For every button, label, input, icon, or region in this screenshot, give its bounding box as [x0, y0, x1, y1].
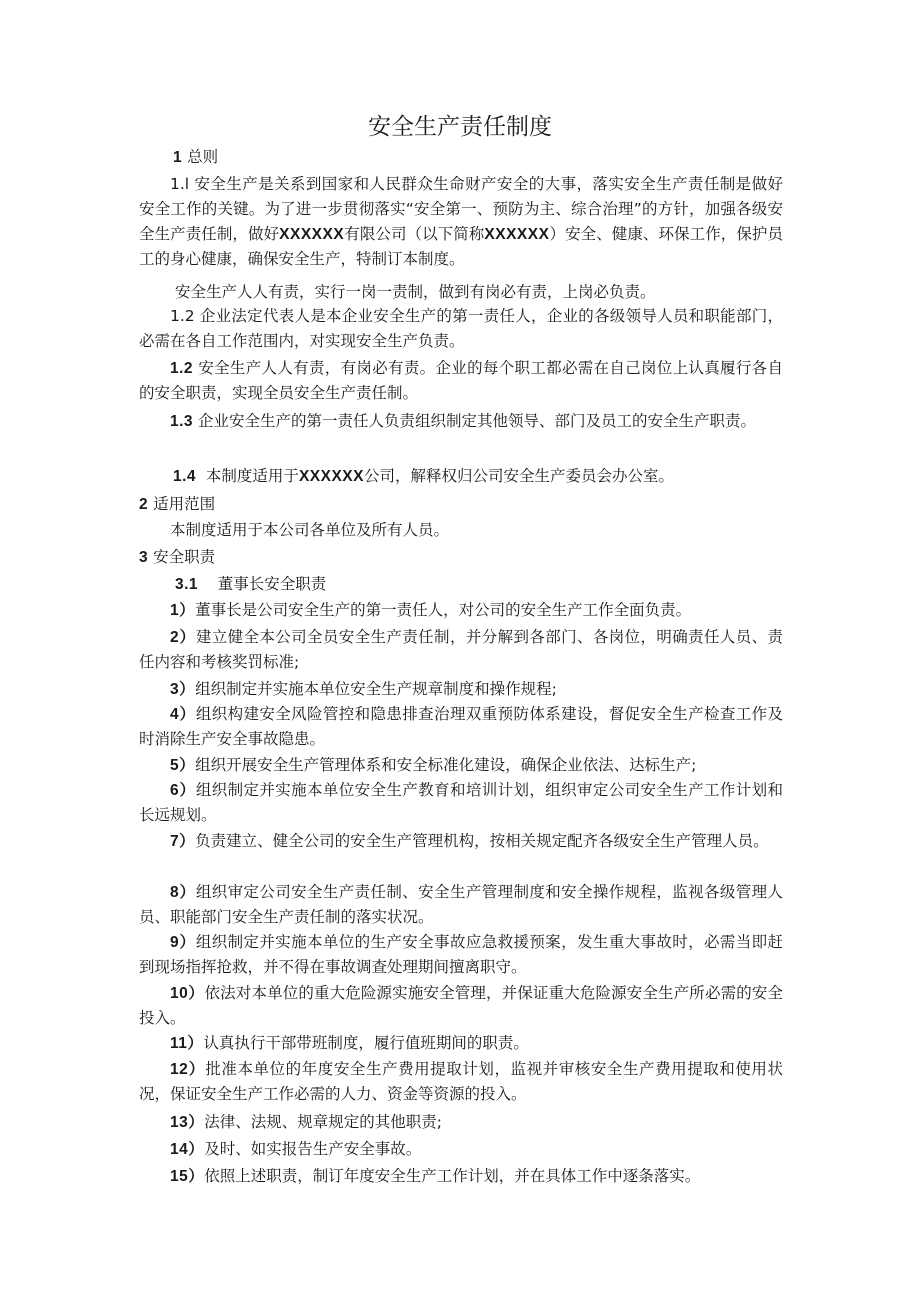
item-number: 11） — [170, 1035, 204, 1052]
clause-number: 1.2 — [170, 360, 194, 377]
duty-item-10 — [139, 981, 783, 1031]
clause-number: 1.l — [170, 175, 190, 193]
clause-number: 1.2 — [170, 307, 195, 325]
item-text: 依照上述职责，制订年度安全生产工作计划，并在具体工作中逐条落实。 — [204, 1167, 701, 1185]
item-number: 2） — [170, 629, 196, 646]
section-number: 3 — [139, 549, 149, 566]
section-number: 1 — [173, 149, 183, 166]
section-3-heading — [139, 546, 215, 569]
duty-item-5 — [139, 753, 783, 778]
clause-number: 1.4 — [173, 468, 197, 485]
item-number: 12） — [170, 1061, 206, 1078]
duty-item-2 — [139, 625, 783, 675]
section-title: 总则 — [187, 148, 219, 166]
duty-item-11 — [139, 1031, 783, 1056]
paragraph-1-4 — [173, 465, 674, 488]
duty-item-14 — [139, 1137, 783, 1162]
duty-item-13 — [139, 1110, 783, 1135]
clause-text: 公司，解释权归公司安全生产委员会办公室。 — [363, 467, 674, 485]
paragraph-1-2 — [139, 304, 783, 354]
item-number: 9） — [170, 934, 196, 951]
duty-item-4 — [139, 702, 783, 752]
company-placeholder: XXXXXX — [298, 468, 364, 485]
item-number: 6） — [170, 782, 196, 799]
duty-item-12 — [139, 1057, 783, 1107]
company-placeholder: XXXXXX — [279, 226, 345, 243]
duty-item-3 — [139, 677, 783, 702]
item-number: 5） — [170, 757, 196, 774]
clause-text: 企业法定代表人是本企业安全生产的第一责任人，企业的各级领导人员和职能部门，必需在各自工作范围内，对实现安全生产负责。 — [139, 307, 783, 350]
section-1-heading — [173, 146, 218, 169]
company-placeholder: XXXXXX — [484, 226, 550, 243]
item-number: 15） — [170, 1168, 205, 1185]
subsection-title: 董事长安全职责 — [217, 575, 327, 593]
clause-text: 安全生产人人有责，有岗必有责。企业的每个职工都必需在自己岗位上认真履行各自的安全职责，实现全员安全生产责任制。 — [139, 359, 783, 402]
section-title: 适用范围 — [153, 495, 216, 513]
duty-item-15 — [139, 1164, 783, 1189]
section-number: 2 — [139, 496, 149, 513]
item-text: 董事长是公司安全生产的第一责任人，对公司的安全生产工作全面负责。 — [195, 601, 692, 619]
clause-text: 本制度适用于 — [205, 467, 299, 485]
duty-item-1 — [139, 598, 783, 623]
item-text: 法律、法规、规章规定的其他职责; — [204, 1113, 442, 1131]
item-text: 组织制定并实施本单位安全生产教育和培训计划，组织审定公司安全生产工作计划和长远规划。 — [139, 781, 783, 824]
item-text: 组织开展安全生产管理体系和安全标准化建设，确保企业依法、达标生产; — [195, 756, 697, 774]
paragraph-everyone-responsible: 安全生产人人有责，实行一岗一责制，做到有岗必有责，上岗必负责。 — [175, 283, 656, 301]
item-text: 负责建立、健全公司的安全生产管理机构，按相关规定配齐各级安全生产管理人员。 — [195, 832, 769, 850]
item-number: 10） — [170, 985, 205, 1002]
item-number: 7） — [170, 833, 196, 850]
clause-text: 企业安全生产的第一责任人负责组织制定其他领导、部门及员工的安全生产职责。 — [198, 412, 757, 430]
item-number: 4） — [170, 706, 196, 723]
item-number: 13） — [170, 1114, 205, 1131]
item-text: 依法对本单位的重大危险源实施安全管理，并保证重大危险源安全生产所必需的安全投入。 — [139, 984, 783, 1027]
item-text: 批准本单位的年度安全生产费用提取计划，监视并审核安全生产费用提取和使用状况，保证安全生产工作必需的人力、资金等资源的投入。 — [139, 1060, 783, 1103]
item-text: 组织构建安全风险管控和隐患排查治理双重预防体系建设，督促安全生产检查工作及时消除生产安全事故隐患。 — [139, 705, 783, 748]
clause-text: 安全生产是关系到国家和人民群众生命财产安全的大事，落实安全生产责任制是做好安全工作的关键。为了进一步贯彻落实“安全第一、预防为主、综合治理”的方针，加强各级安全生产责任制，做好 — [139, 175, 783, 243]
item-text: 认真执行干部带班制度，履行值班期间的职责。 — [203, 1034, 529, 1052]
clause-text: ）安全、健康、环保工作，保护员工的身心健康，确保安全生产，特制订本制度。 — [139, 225, 783, 268]
item-text: 及时、如实报告生产安全事故。 — [204, 1140, 422, 1158]
item-text: 组织审定公司安全生产责任制、安全生产管理制度和安全操作规程，监视各级管理人员、职能部门安全生产责任制的落实状况。 — [139, 883, 783, 926]
item-text: 组织制定并实施本单位安全生产规章制度和操作规程; — [195, 680, 557, 698]
subsection-number: 3.1 — [175, 576, 199, 593]
clause-number: 1.3 — [170, 413, 194, 430]
document-title: 安全生产责任制度 — [368, 114, 552, 140]
item-text: 建立健全本公司全员安全生产责任制，并分解到各部门、各岗位，明确责任人员、责任内容和考核奖罚标准; — [139, 628, 783, 671]
paragraph-1-2-b — [139, 356, 783, 406]
item-number: 8） — [170, 884, 196, 901]
item-number: 3） — [170, 681, 196, 698]
item-text: 组织制定并实施本单位的生产安全事故应急救援预案，发生重大事故时，必需当即赶到现场指挥抢救，并不得在事故调查处理期间擅离职守。 — [139, 933, 783, 976]
section-2-body: 本制度适用于本公司各单位及所有人员。 — [170, 521, 450, 539]
item-number: 14） — [170, 1141, 205, 1158]
subsection-3-1-heading — [175, 573, 326, 596]
duty-item-6 — [139, 778, 783, 828]
duty-item-9 — [139, 930, 783, 980]
paragraph-1-1 — [139, 172, 783, 272]
clause-text: 有限公司（以下简称 — [344, 225, 485, 243]
section-2-heading — [139, 493, 215, 516]
paragraph-1-3 — [139, 409, 783, 434]
item-number: 1） — [170, 602, 196, 619]
section-title: 安全职责 — [153, 548, 216, 566]
duty-item-7 — [139, 829, 783, 854]
duty-item-8 — [139, 880, 783, 930]
